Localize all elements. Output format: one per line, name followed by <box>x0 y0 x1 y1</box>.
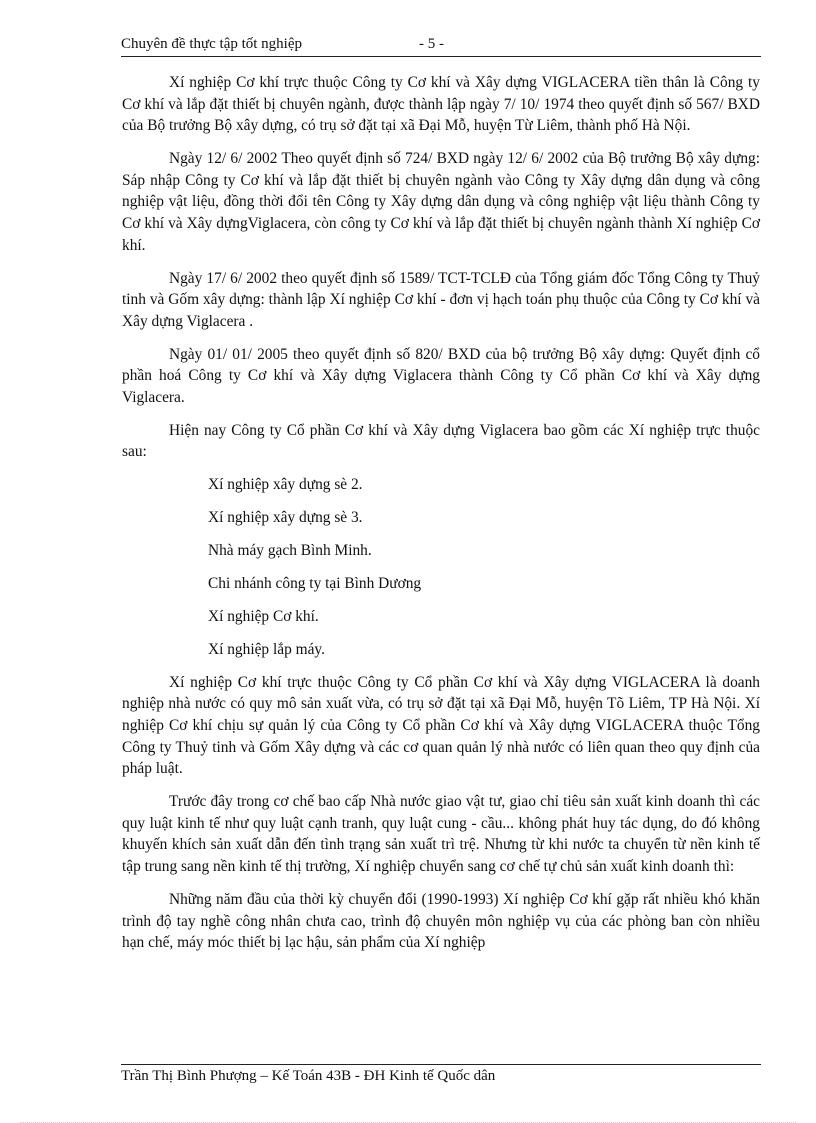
list-item: Xí nghiệp lắp máy. <box>208 640 325 658</box>
page-number: - 5 - <box>419 36 444 52</box>
subsidiary-list <box>122 474 760 660</box>
list-item: Xí nghiệp Cơ khí. <box>208 608 319 626</box>
paragraph: Trước đây trong cơ chế bao cấp Nhà nước giao vật tư, giao chỉ tiêu sản xuất kinh doanh thì các quy luật kinh tế như quy luật cạnh tranh, quy luật cung - cầu... không phát huy tác dụng, do đó không khuyến khích sản xuất dẫn đến tình trạng sản xuất trì trệ. Nhưng từ khi nước ta chuyển từ nền kinh tế tập trung sang nền kinh tế thị trường, Xí nghiệp chuyển sang cơ chế tự chủ sản xuất kinh doanh thì: <box>122 793 760 876</box>
paragraph: Những năm đầu của thời kỳ chuyển đổi (1990-1993) Xí nghiệp Cơ khí gặp rất nhiều khó khăn trình độ tay nghề công nhân chưa cao, trình độ chuyên môn nghiệp vụ của các phòng ban còn nhiều hạn chế, máy móc thiết bị lạc hậu, sản phẩm của Xí nghiệp <box>122 891 760 952</box>
list-item: Xí nghiệp xây dựng sè 2. <box>208 476 363 494</box>
list-item: Chi nhánh công ty tại Bình Dương <box>208 575 422 593</box>
paragraph: Xí nghiệp Cơ khí trực thuộc Công ty Cơ khí và Xây dựng VIGLACERA tiền thân là Công ty Cơ khí và lắp đặt thiết bị chuyên ngành, được thành lập ngày 7/ 10/ 1974 theo quyết định số 567/ BXD của Bộ trưởng Bộ xây dựng, có trụ sở đặt tại xã Đại Mỗ, huyện Từ Liêm, thành phố Hà Nội. <box>122 74 760 135</box>
paragraph: Xí nghiệp Cơ khí trực thuộc Công ty Cổ phần Cơ khí và Xây dựng VIGLACERA là doanh nghiệp nhà nước có quy mô sản xuất vừa, có trụ sở đặt tại xã Đại Mỗ, huyện Tõ Liêm, TP Hà Nội. Xí nghiệp Cơ khí chịu sự quản lý của Công ty Cổ phần Cơ khí và Xây dựng VIGLACERA thuộc Tổng Công ty Thuỷ tinh và Gốm Xây dựng và các cơ quan quản lý nhà nước có liên quan theo quy định của pháp luật. <box>122 673 760 778</box>
document-body <box>122 72 760 965</box>
paragraph: Hiện nay Công ty Cổ phần Cơ khí và Xây dựng Viglacera bao gồm các Xí nghiệp trực thuộc sau: <box>122 421 760 461</box>
list-item: Nhà máy gạch Bình Minh. <box>208 542 372 560</box>
paragraph: Ngày 01/ 01/ 2005 theo quyết định số 820/ BXD của bộ trưởng Bộ xây dựng: Quyết định cổ phần hoá Công ty Cơ khí và Xây dựng Viglacera thành Công ty Cổ phần Cơ khí và Xây dựng Viglacera. <box>122 345 760 406</box>
list-item: Xí nghiệp xây dựng sè 3. <box>208 509 363 527</box>
footer-author: Trần Thị Bình Phượng – Kế Toán 43B - ĐH Kinh tế Quốc dân <box>121 1068 496 1084</box>
paragraph: Ngày 17/ 6/ 2002 theo quyết định số 1589/ TCT-TCLĐ của Tổng giám đốc Tổng Công ty Thuỷ tinh và Gốm xây dựng: thành lập Xí nghiệp Cơ khí - đơn vị hạch toán phụ thuộc của Công ty Cơ khí và Xây dựng Viglacera . <box>122 269 760 330</box>
document-title: Chuyên đề thực tập tốt nghiệp <box>121 36 303 52</box>
page-footer <box>121 1064 761 1085</box>
paragraph: Ngày 12/ 6/ 2002 Theo quyết định số 724/ BXD ngày 12/ 6/ 2002 của Bộ trưởng Bộ xây dựng: Sáp nhập Công ty Cơ khí và lắp đặt thiết bị chuyên ngành vào Công ty Xây dựng dân dụng và công nghiệp vật liệu, đồng thời đổi tên Công ty Xây dựng dân dụng và công nghiệp vật liệu thành Công ty Cơ khí và Xây dựngViglacera, còn công ty Cơ khí và lắp đặt thiết bị chuyên ngành thành Xí nghiệp Cơ khí. <box>122 150 760 254</box>
page-header <box>121 36 761 57</box>
